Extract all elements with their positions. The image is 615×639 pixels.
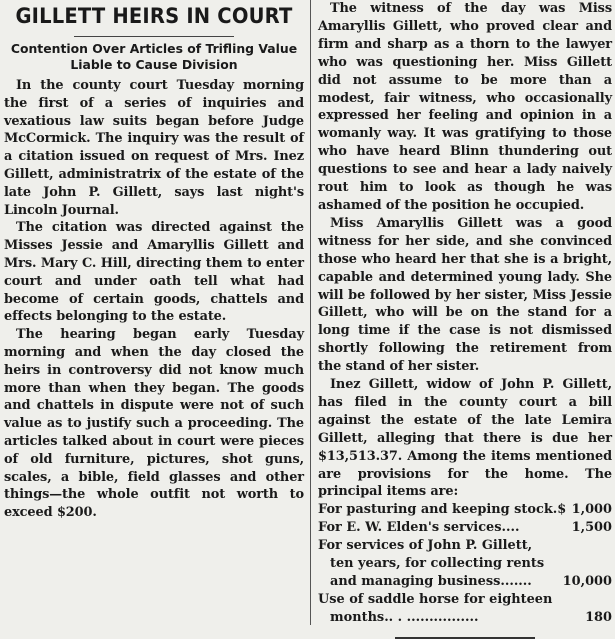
list-item	[318, 537, 612, 555]
headline-rule	[74, 36, 234, 37]
item-amount: 180	[585, 609, 612, 625]
paragraph: Miss Amaryllis Gillett was a good witness for her side, and she convinced those who heard her that she is a bright, capable and determined young lady. She will be followed by her sister, Miss Jessie Gillett, who will be on the stand for a long time if the case is not dismissed shortly following the retirement from the stand of her sister.	[318, 215, 612, 375]
paragraph: The hearing began early Tuesday morning and when the day closed the heirs in controversy did not know much more than when they began. The goods and chattels in dispute were not of such value as to justify such a proceeding. The articles talked about in court were pieces of old furniture, pictures, shot guns, scales, a bible, field glasses and other things—the whole outfit not worth to exceed $200.	[4, 327, 304, 521]
itemized-list	[318, 501, 612, 626]
item-label: Use of saddle horse for eighteen	[318, 591, 553, 607]
column-divider	[310, 0, 311, 625]
list-item	[318, 573, 612, 591]
list-item	[318, 591, 612, 609]
list-item	[318, 609, 612, 627]
paragraph: The witness of the day was Miss Amaryllis Gillett, who proved clear and firm and sharp as a thorn to the lawyer who was questioning her. Miss Gillett did not assume to be more than a modest, fair witness, who occasionally expressed her feeling and opinion in a womanly way. It was gratifying to those who have heard Blinn thundering out questions to see and hear a lady naively rout him to look as though he was ashamed of the position he occupied.	[318, 1, 612, 213]
paragraph: In the county court Tuesday morning the first of a series of inquiries and vexatious law suits began before Judge McCormick. The inquiry was the result of a citation issued on request of Mrs. Inez Gillett, administratrix of the estate of the late John P. Gillett, says last night's Lincoln Journal.	[4, 78, 304, 218]
item-label: For services of John P. Gillett,	[318, 538, 533, 554]
paragraph: The citation was directed against the Misses Jessie and Amaryllis Gillett and Mrs. Mary C. Hill, directing them to enter court and under oath tell what had become of certain goods, chattels and effects belonging to the estate.	[4, 220, 304, 325]
list-item	[318, 519, 612, 537]
list-item	[318, 501, 612, 519]
paragraph: Inez Gillett, widow of John P. Gillett, has filed in the county court a bill against the estate of the late Lemira Gillett, alleging that there is due her $13,513.37. Among the items mentioned are provisions for the home. The principal items are:	[318, 377, 612, 500]
end-of-article-rule	[395, 637, 535, 639]
item-label: For pasturing and keeping stock.$	[318, 502, 567, 518]
item-amount: 1,000	[571, 502, 612, 518]
item-label: ten years, for collecting rents	[330, 556, 545, 572]
item-label: For E. W. Elden's services....	[318, 520, 520, 536]
subheadline-line-1: Contention Over Articles of Trifling Value	[10, 41, 298, 56]
item-amount: 1,500	[571, 520, 612, 536]
subheadline-line-2: Liable to Cause Division	[70, 57, 238, 72]
item-label: and managing business.......	[330, 574, 532, 589]
list-item	[318, 555, 612, 573]
article-headline: GILLETT HEIRS IN COURT	[15, 4, 293, 28]
right-column	[318, 0, 612, 639]
article-subheadline	[4, 41, 304, 73]
item-amount: 10,000	[562, 574, 612, 589]
item-label: months.. . ................	[330, 609, 479, 625]
left-column	[4, 0, 304, 522]
